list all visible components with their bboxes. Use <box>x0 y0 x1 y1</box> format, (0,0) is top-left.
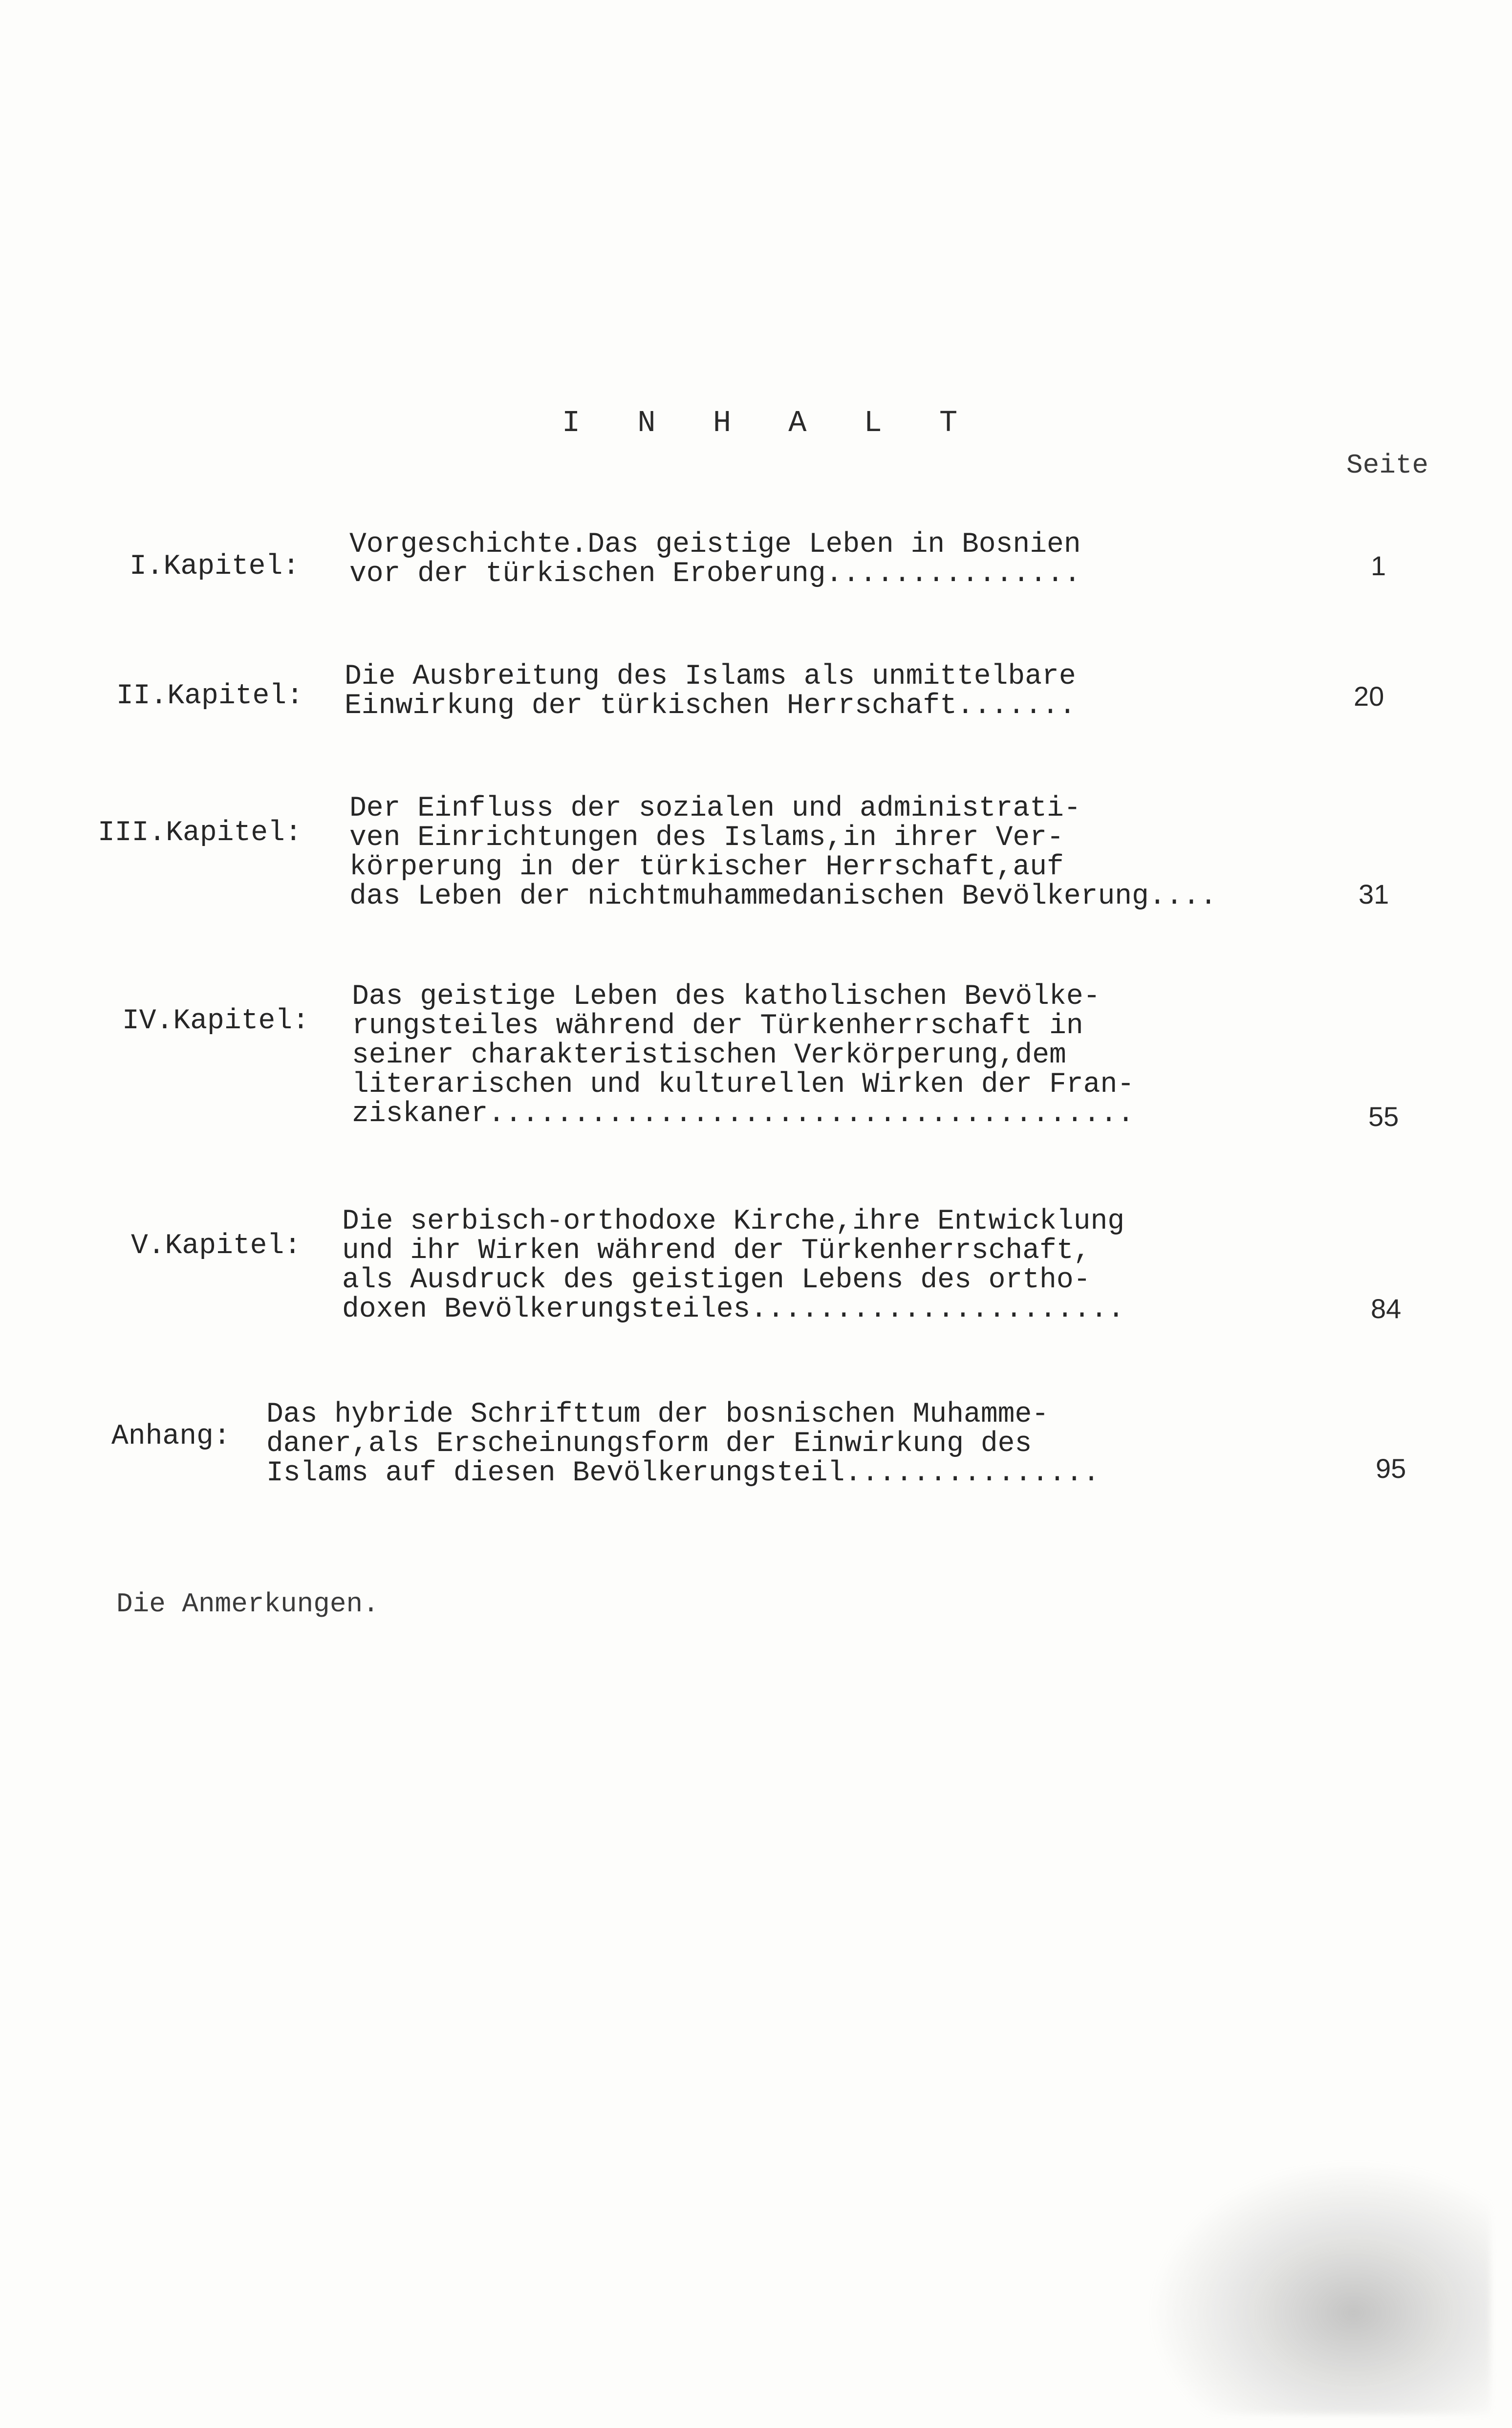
toc-entry-text <box>349 794 1217 911</box>
toc-entry-label: I.Kapitel: <box>130 551 300 583</box>
toc-entry-page: 1 <box>1371 550 1386 581</box>
toc-entry-text <box>342 1207 1124 1324</box>
toc-entry-line: und ihr Wirken während der Türkenherrschaft, <box>342 1235 1091 1267</box>
toc-entry-label: Anhang: <box>111 1421 231 1452</box>
toc-entry-text <box>349 530 1081 589</box>
toc-entry-page: 95 <box>1376 1453 1406 1484</box>
toc-entry-line: ziskaner...................................... <box>352 1098 1135 1130</box>
toc-entry-line: Die Ausbreitung des Islams als unmittelbare <box>345 661 1076 693</box>
toc-entry-line: Einwirkung der türkischen Herrschaft....... <box>345 690 1076 722</box>
toc-entry-line: vor der türkischen Eroberung............... <box>349 558 1081 590</box>
toc-entry-text <box>266 1400 1100 1488</box>
toc-entry-line: körperung in der türkischer Herrschaft,auf <box>349 851 1064 883</box>
toc-entry-label: III.Kapitel: <box>98 817 302 849</box>
toc-entry-page: 20 <box>1354 681 1384 712</box>
toc-entry-line: Der Einfluss der sozialen und administrati- <box>349 793 1081 824</box>
toc-entry-page: 31 <box>1359 879 1389 910</box>
toc-entry-label: IV.Kapitel: <box>122 1005 309 1037</box>
toc-entry-page: 55 <box>1368 1101 1399 1132</box>
page-title: I N H A L T <box>562 406 977 440</box>
page-column-label: Seite <box>1346 450 1429 481</box>
toc-entry-line: Das geistige Leben des katholischen Bevölke- <box>352 981 1101 1013</box>
toc-entry-line: das Leben der nichtmuhammedanischen Bevölkerung.... <box>349 881 1217 912</box>
toc-entry-line: literarischen und kulturellen Wirken der Fran- <box>352 1069 1135 1101</box>
toc-entry-line: Die serbisch-orthodoxe Kirche,ihre Entwicklung <box>342 1206 1125 1237</box>
toc-entry-line: rungsteiles während der Türkenherrschaft in <box>352 1010 1083 1042</box>
toc-entry-line: doxen Bevölkerungsteiles...................... <box>342 1294 1125 1325</box>
toc-entry-label: II.Kapitel: <box>116 680 303 712</box>
toc-entry-line: daner,als Erscheinungsform der Einwirkung des <box>266 1428 1032 1460</box>
toc-entry-line: ven Einrichtungen des Islams,in ihrer Ver- <box>349 822 1064 854</box>
toc-entry-line: Vorgeschichte.Das geistige Leben in Bosnien <box>349 529 1081 561</box>
toc-entry-line: Das hybride Schrifttum der bosnischen Muhamme- <box>266 1399 1049 1431</box>
scan-smudge <box>1148 2160 1490 2414</box>
toc-entry-line: als Ausdruck des geistigen Lebens des ortho- <box>342 1264 1091 1296</box>
toc-entry-page: 84 <box>1371 1293 1402 1324</box>
toc-entry-line: seiner charakteristischen Verkörperung,dem <box>352 1040 1066 1071</box>
toc-entry-text <box>345 662 1076 721</box>
toc-entry-label: V.Kapitel: <box>131 1230 302 1262</box>
toc-entry-line: Islams auf diesen Bevölkerungsteil............... <box>266 1457 1100 1489</box>
notes-line: Die Anmerkungen. <box>116 1588 379 1620</box>
toc-entry-text <box>352 982 1134 1129</box>
